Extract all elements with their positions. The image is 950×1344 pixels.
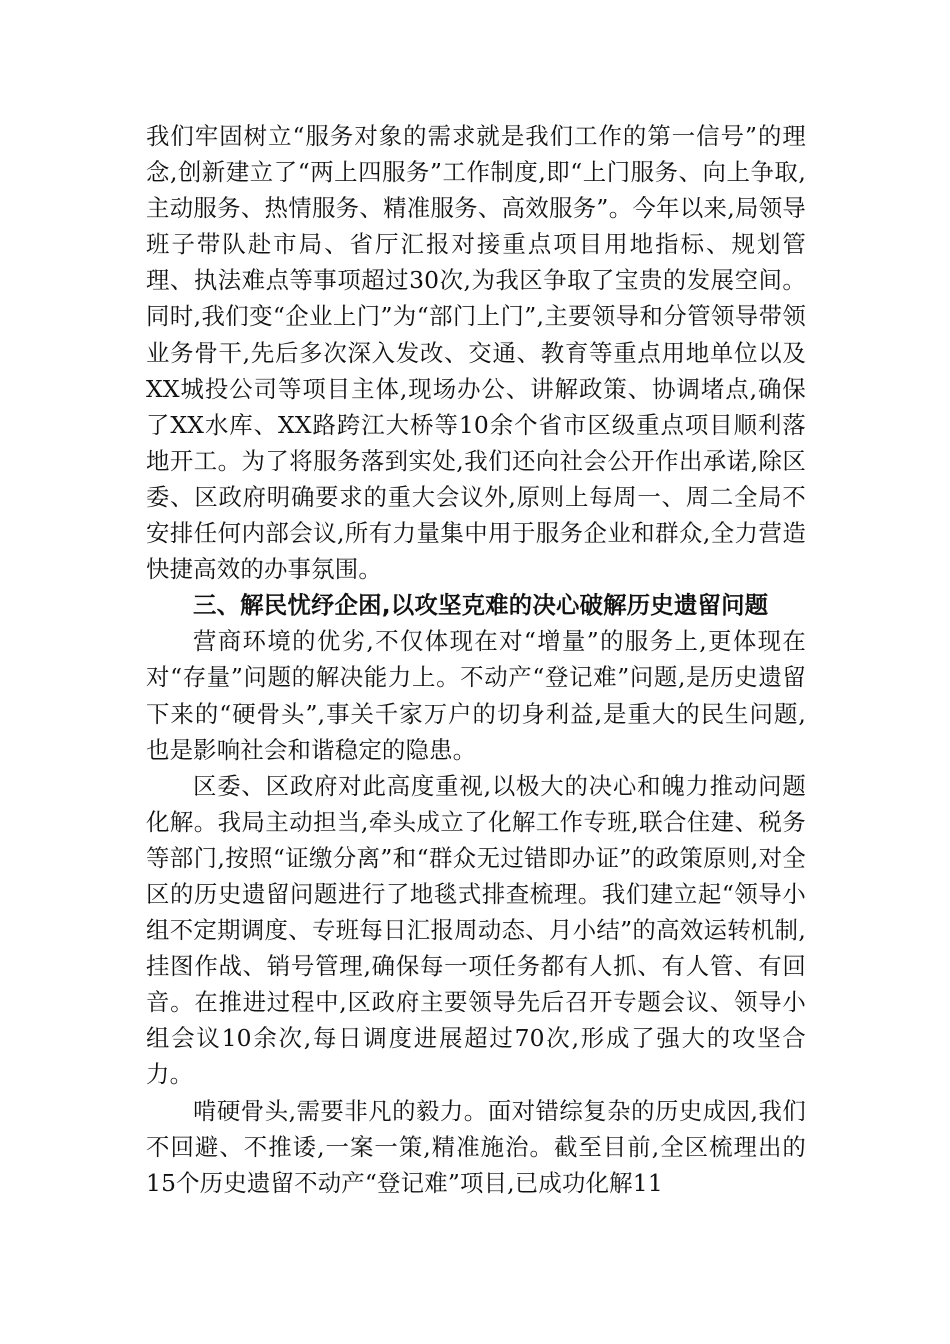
document-page — [146, 118, 806, 1201]
section-heading: 三、解民忧纾企困,以攻坚克难的决心破解历史遗留问题 — [193, 591, 769, 620]
body-paragraph: 我们牢固树立“服务对象的需求就是我们工作的第一信号”的理念,创新建立了“两上四服务”工作制度,即“上门服务、向上争取,主动服务、热情服务、精准服务、高效服务”。今年以来,局领导班子带队赴市局、省厅汇报对接重点项目用地指标、规划管理、执法难点等事项超过30次,为我区争取了宝贵的发展空间。同时,我们变“企业上门”为“部门上门”,主要领导和分管领导带领业务骨干,先后多次深入发改、交通、教育等重点用地单位以及XX城投公司等项目主体,现场办公、讲解政策、协调堵点,确保了XX水库、XX路跨江大桥等10余个省市区级重点项目顺利落地开工。为了将服务落到实处,我们还向社会公开作出承诺,除区委、区政府明确要求的重大会议外,原则上每周一、周二全局不安排任何内部会议,所有力量集中用于服务企业和群众,全力营造快捷高效的办事氛围。 — [146, 122, 806, 584]
body-paragraph: 区委、区政府对此高度重视,以极大的决心和魄力推动问题化解。我局主动担当,牵头成立了化解工作专班,联合住建、税务等部门,按照“证缴分离”和“群众无过错即办证”的政策原则,对全区的历史遗留问题进行了地毯式排查梳理。我们建立起“领导小组不定期调度、专班每日汇报周动态、月小结”的高效运转机制,挂图作战、销号管理,确保每一项任务都有人抓、有人管、有回音。在推进过程中,区政府主要领导先后召开专题会议、领导小组会议10余次,每日调度进展超过70次,形成了强大的攻坚合力。 — [146, 771, 806, 1089]
body-paragraph: 啃硬骨头,需要非凡的毅力。面对错综复杂的历史成因,我们不回避、不推诿,一案一策,精准施治。截至目前,全区梳理出的15个历史遗留不动产“登记难”项目,已成功化解11 — [146, 1096, 806, 1197]
body-paragraph: 营商环境的优劣,不仅体现在对“增量”的服务上,更体现在对“存量”问题的解决能力上。不动产“登记难”问题,是历史遗留下来的“硬骨头”,事关千家万户的切身利益,是重大的民生问题,也是影响社会和谐稳定的隐患。 — [146, 627, 806, 764]
